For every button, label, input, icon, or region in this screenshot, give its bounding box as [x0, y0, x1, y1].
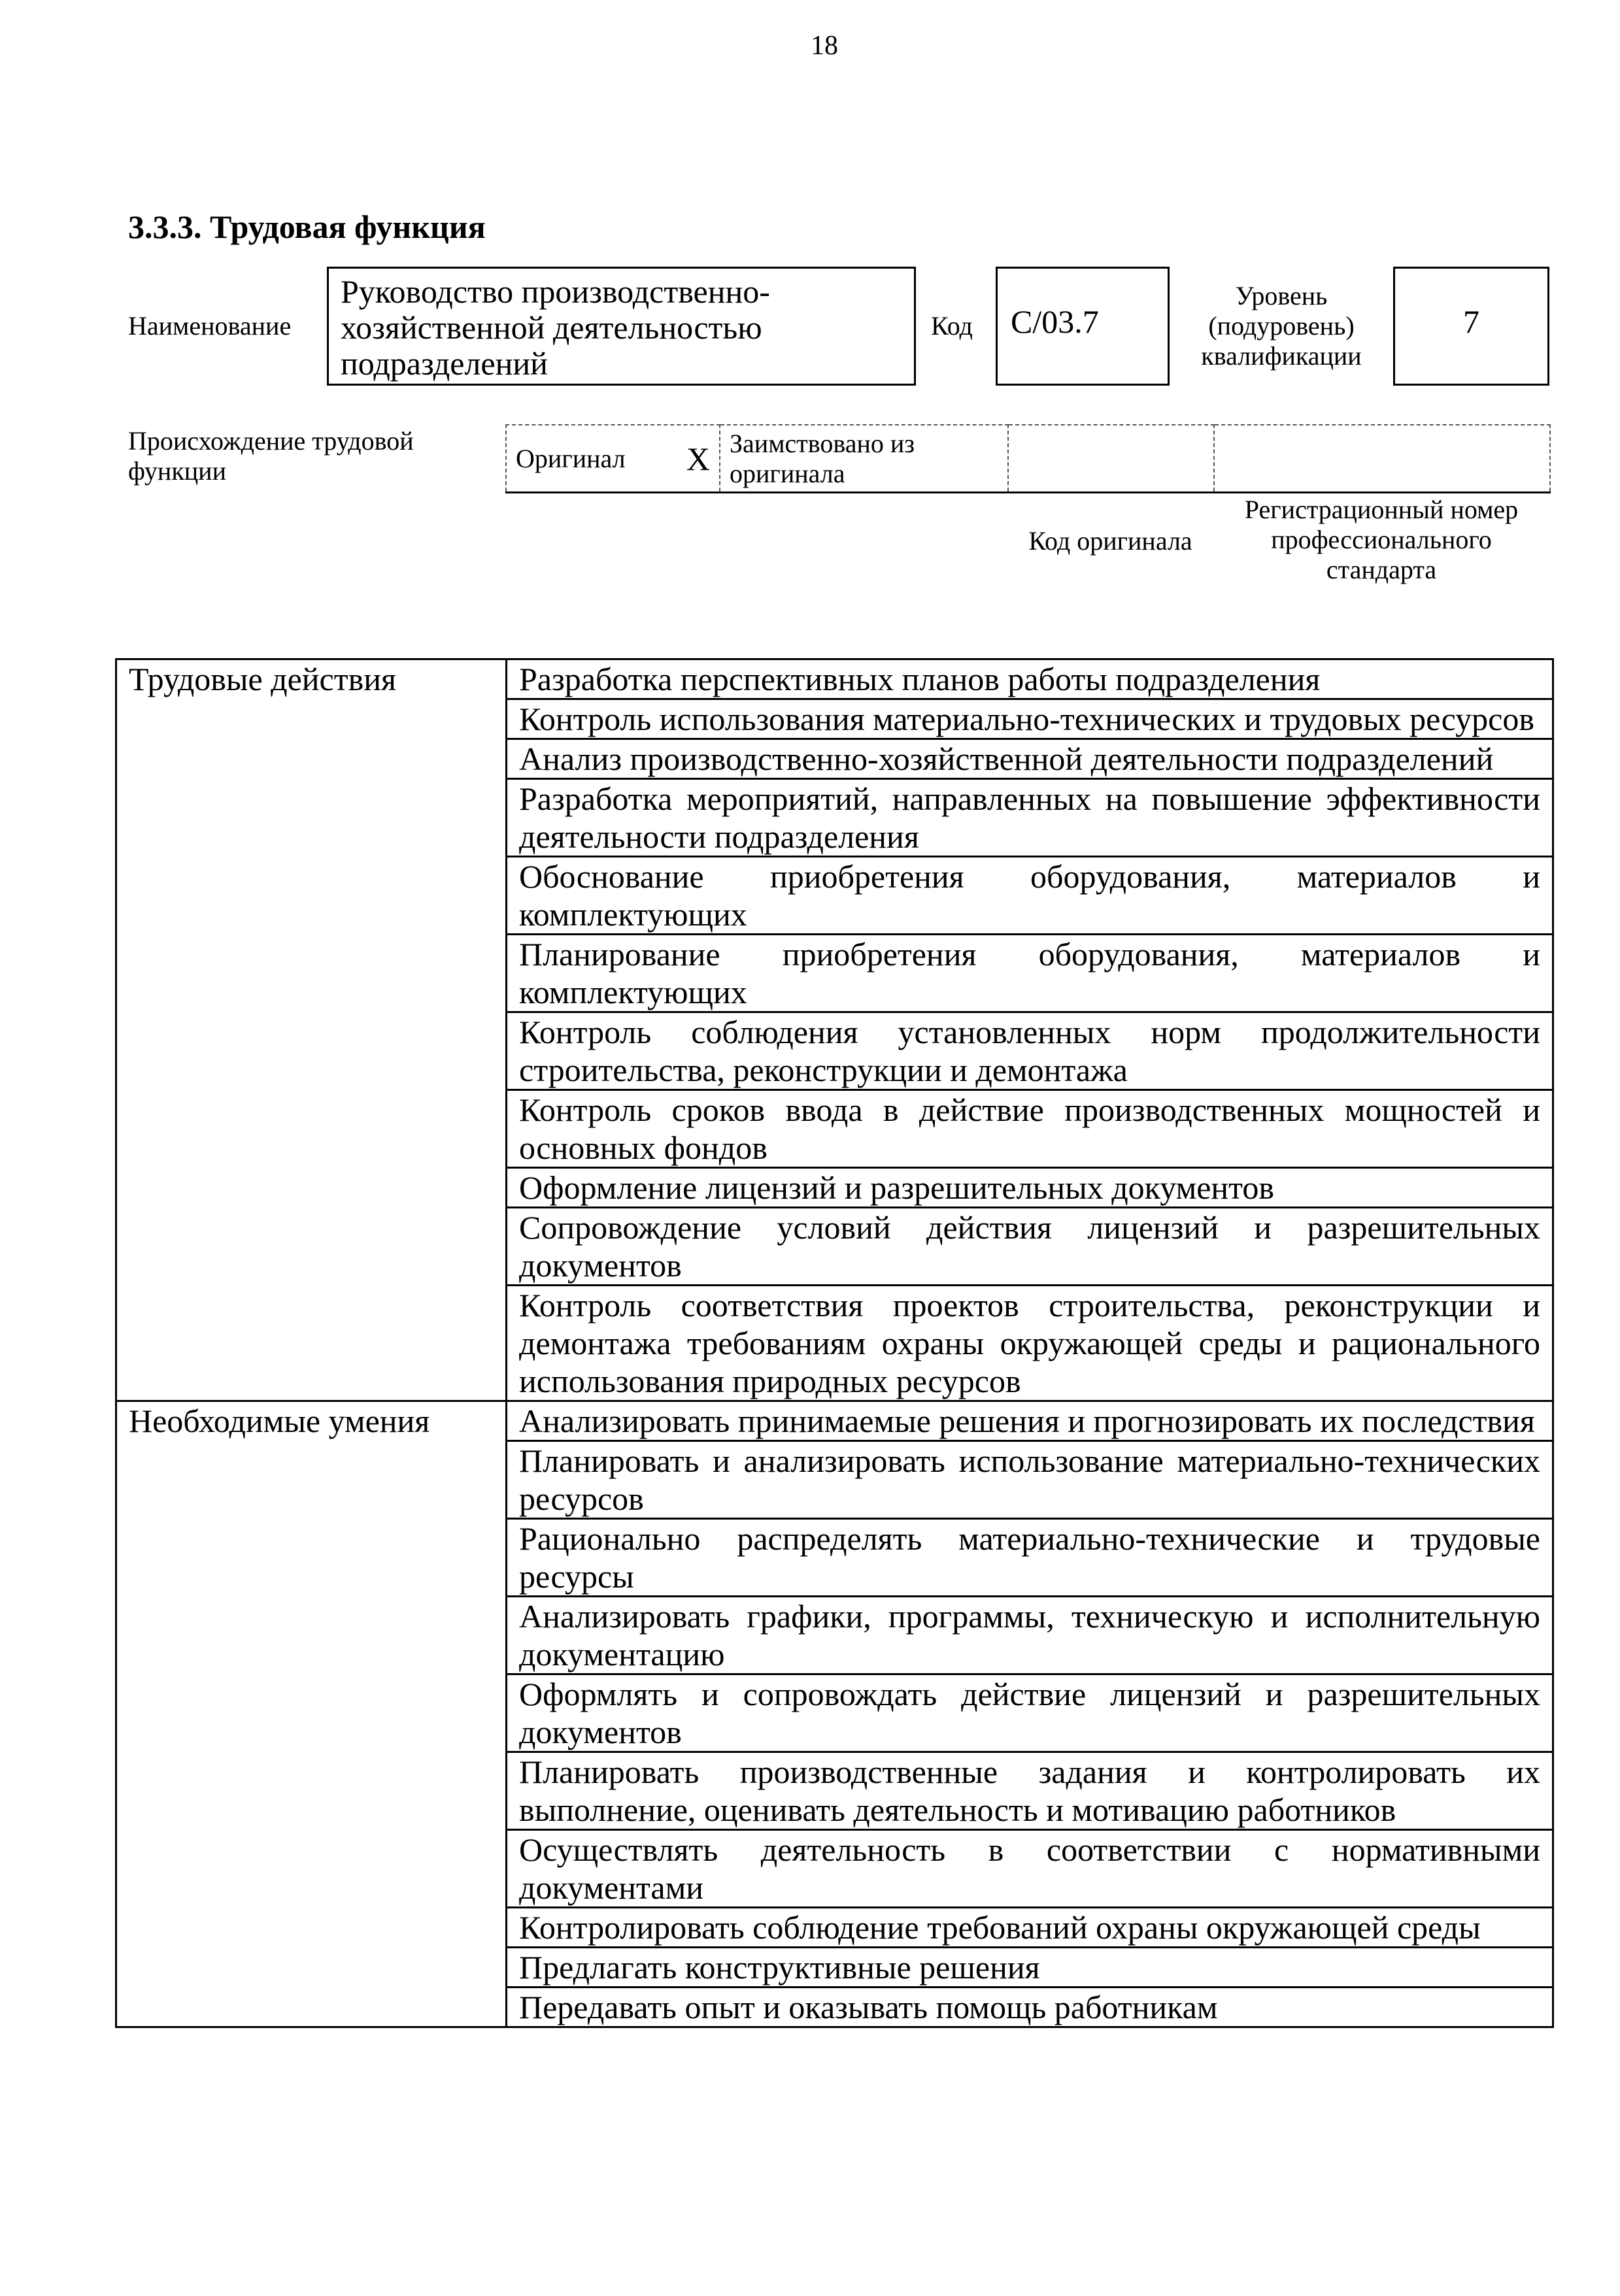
reg-number-cell	[1214, 425, 1550, 493]
code-label: Код	[931, 311, 973, 341]
section-item: Сопровождение условий действия лицензий и разрешительных документов	[507, 1208, 1553, 1286]
section-item: Планировать и анализировать использование материально-технических ресурсов	[507, 1441, 1553, 1519]
section-item: Контроль соблюдения установленных норм продолжительности строительства, реконструкции и демонтажа	[507, 1012, 1553, 1090]
page-number: 18	[811, 31, 838, 61]
section-item: Контролировать соблюдение требований охраны окружающей среды	[507, 1908, 1553, 1948]
section-item: Планировать производственные задания и контролировать их выполнение, оценивать деятельность и мотивацию работников	[507, 1752, 1553, 1830]
section-item: Обоснование приобретения оборудования, материалов и комплектующих	[507, 857, 1553, 935]
level-value: 7	[1393, 267, 1549, 386]
reg-number-caption: Регистрационный номер профессионального стандарта	[1244, 495, 1519, 584]
section-title: 3.3.3. Трудовая функция	[128, 208, 486, 245]
original-cell	[506, 425, 720, 493]
section-item: Предлагать конструктивные решения	[507, 1948, 1553, 1988]
section-label: Трудовые действия	[116, 659, 507, 1401]
table-row	[116, 1401, 1553, 1441]
code-original-caption: Код оригинала	[1028, 526, 1192, 556]
section-item: Анализировать графики, программы, техническую и исполнительную документацию	[507, 1597, 1553, 1674]
code-value: С/03.7	[996, 267, 1170, 386]
table-row	[116, 659, 1553, 699]
section-item: Анализировать принимаемые решения и прогнозировать их последствия	[507, 1401, 1553, 1441]
section-item: Передавать опыт и оказывать помощь работникам	[507, 1988, 1553, 2027]
section-item: Осуществлять деятельность в соответствии с нормативными документами	[507, 1830, 1553, 1908]
section-item: Разработка мероприятий, направленных на повышение эффективности деятельности подразделения	[507, 779, 1553, 857]
original-mark: X	[686, 440, 710, 477]
section-label: Необходимые умения	[116, 1401, 507, 2027]
origin-table	[505, 424, 1551, 493]
section-item: Анализ производственно-хозяйственной деятельности подразделений	[507, 739, 1553, 779]
function-table	[115, 658, 1554, 2028]
section-item: Оформление лицензий и разрешительных документов	[507, 1168, 1553, 1208]
origin-label: Происхождение трудовой функции	[128, 426, 414, 486]
section-item: Рационально распределять материально-технические и трудовые ресурсы	[507, 1519, 1553, 1597]
borrowed-label: Заимствовано из оригинала	[720, 425, 1008, 493]
code-original-cell	[1008, 425, 1214, 493]
level-label: Уровень (подуровень) квалификации	[1201, 281, 1362, 371]
name-label: Наименование	[128, 311, 292, 341]
section-item: Планирование приобретения оборудования, материалов и комплектующих	[507, 935, 1553, 1012]
section-item: Контроль сроков ввода в действие производственных мощностей и основных фондов	[507, 1090, 1553, 1168]
name-value: Руководство производственно-хозяйственной деятельностью подразделений	[327, 267, 916, 386]
section-item: Контроль использования материально-технических и трудовых ресурсов	[507, 699, 1553, 739]
section-item: Контроль соответствия проектов строительства, реконструкции и демонтажа требованиям охраны окружающей среды и рационального использования природных ресурсов	[507, 1286, 1553, 1401]
section-item: Оформлять и сопровождать действие лицензий и разрешительных документов	[507, 1674, 1553, 1752]
original-label: Оригинал	[516, 443, 626, 473]
section-item: Разработка перспективных планов работы подразделения	[507, 659, 1553, 699]
